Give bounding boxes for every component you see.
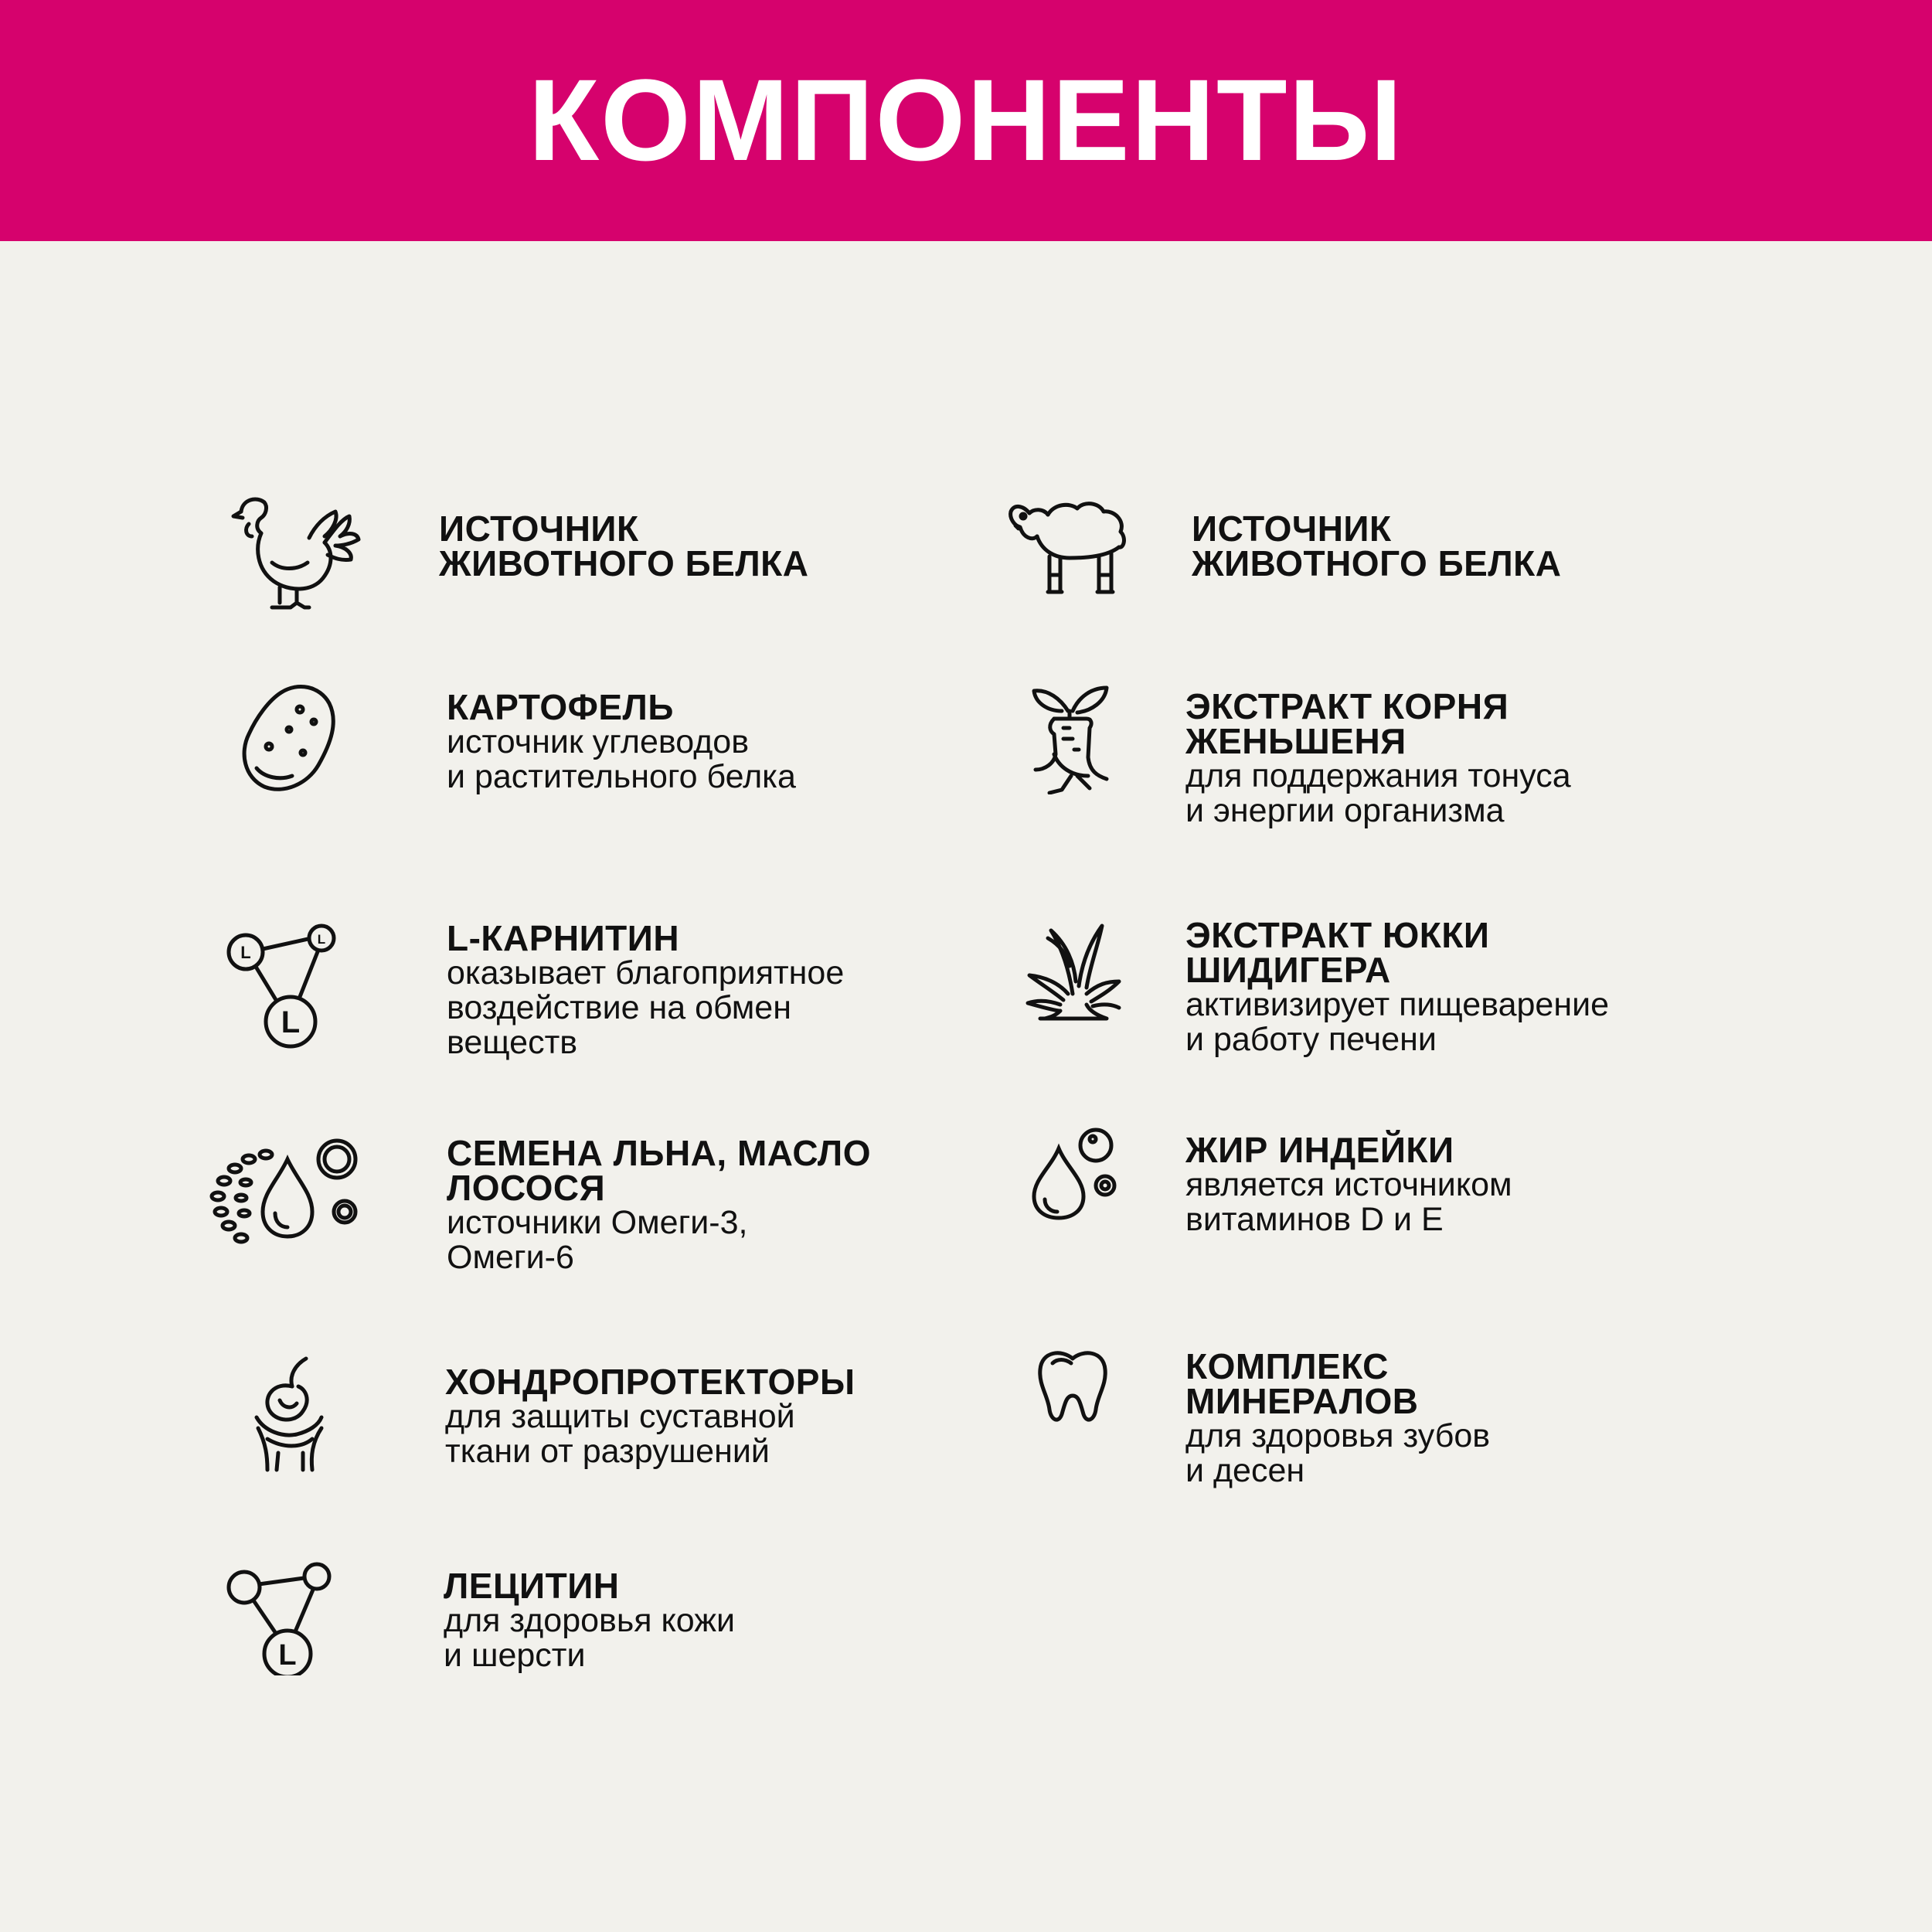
yucca-plant-icon xyxy=(1025,920,1122,1022)
list-item xyxy=(447,918,845,1061)
item-desc: оказывает благоприятное воздействие на обмен веществ xyxy=(447,954,845,1061)
list-item xyxy=(1192,509,1562,583)
lecithin-molecule-icon xyxy=(224,1560,340,1675)
item-desc: для поддержания тонуса и энергии организма xyxy=(1185,757,1571,829)
tooth-icon xyxy=(1036,1348,1110,1425)
molecule-letter: L xyxy=(240,943,251,962)
list-item xyxy=(1185,1130,1512,1238)
item-title: КОМПЛЕКС МИНЕРАЛОВ xyxy=(1185,1346,1419,1421)
list-item xyxy=(1185,686,1571,829)
list-item xyxy=(1185,1346,1491,1489)
sheep-icon xyxy=(1006,495,1130,600)
item-title: ХОНДРОПРОТЕКТОРЫ xyxy=(445,1362,855,1402)
item-desc: источники Омеги-3, Омеги-6 xyxy=(447,1204,748,1276)
page-title: КОМПОНЕНТЫ xyxy=(528,54,1404,185)
list-item xyxy=(445,1362,855,1470)
item-title: ЛЕЦИТИН xyxy=(444,1566,620,1606)
item-desc: является источником витаминов D и E xyxy=(1185,1166,1512,1238)
ginseng-root-icon xyxy=(1028,680,1113,794)
list-item xyxy=(447,687,796,795)
item-title: ЭКСТРАКТ ЮККИ ШИДИГЕРА xyxy=(1185,915,1490,990)
l-carnitine-molecule-icon xyxy=(223,920,346,1051)
item-title: ИСТОЧНИК ЖИВОТНОГО БЕЛКА xyxy=(1192,509,1562,583)
molecule-letter: L xyxy=(317,932,326,947)
item-title: ЖИР ИНДЕЙКИ xyxy=(1185,1130,1454,1170)
list-item xyxy=(1185,915,1609,1058)
item-title: ИСТОЧНИК ЖИВОТНОГО БЕЛКА xyxy=(439,509,809,583)
item-title: L-КАРНИТИН xyxy=(447,918,680,958)
header-banner xyxy=(0,0,1932,241)
item-desc: для здоровья зубов и десен xyxy=(1185,1417,1491,1489)
item-desc: для защиты суставной ткани от разрушений xyxy=(445,1398,795,1470)
fat-drop-icon xyxy=(1028,1127,1119,1221)
molecule-letter: L xyxy=(281,1005,301,1039)
item-title: ЭКСТРАКТ КОРНЯ ЖЕНЬШЕНЯ xyxy=(1185,686,1509,761)
turkey-icon xyxy=(226,488,365,620)
potato-icon xyxy=(233,679,342,794)
flax-seed-oil-drop-icon xyxy=(207,1136,362,1252)
list-item xyxy=(439,509,809,583)
item-desc: для здоровья кожи и шерсти xyxy=(444,1602,736,1674)
item-desc: источник углеводов и растительного белка xyxy=(447,723,796,795)
item-title: КАРТОФЕЛЬ xyxy=(447,687,674,727)
molecule-letter: L xyxy=(278,1639,297,1672)
item-title: СЕМЕНА ЛЬНА, МАСЛО ЛОСОСЯ xyxy=(447,1133,871,1208)
list-item xyxy=(444,1566,736,1674)
list-item xyxy=(447,1133,871,1276)
joint-icon xyxy=(252,1354,329,1478)
item-desc: активизирует пищеварение и работу печени xyxy=(1185,986,1609,1058)
